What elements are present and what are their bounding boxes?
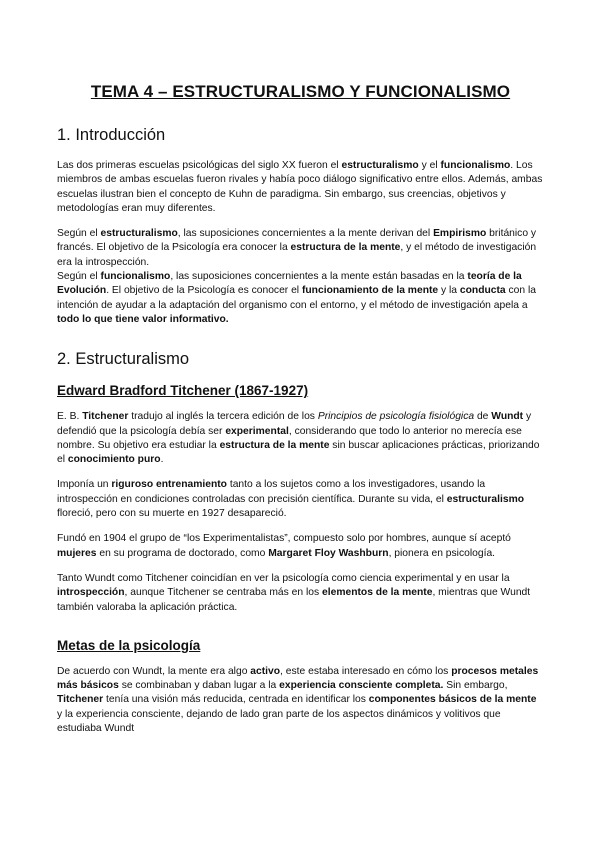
text-run: , pionera en psicología. <box>388 547 496 559</box>
document-title: TEMA 4 – ESTRUCTURALISMO Y FUNCIONALISMO <box>90 82 511 101</box>
text-run: tradujo al inglés la tercera edición de los <box>128 411 318 423</box>
bold-term: Titchener <box>57 694 104 706</box>
text-run: E. B. <box>57 411 83 423</box>
paragraph-titchener-2 <box>57 478 544 521</box>
paragraph-intro-1 <box>57 159 544 216</box>
bold-term: funcionamiento de la mente <box>301 285 439 297</box>
bold-term: mujeres <box>57 547 97 559</box>
text-run: Según el <box>57 271 101 283</box>
section-heading-estructuralismo: 2. Estructuralismo <box>57 350 190 369</box>
text-run: tenía una visión más reducida, centrada en identificar los <box>103 694 369 706</box>
text-run: y el <box>418 160 441 171</box>
section-heading-introduccion: 1. Introducción <box>57 126 166 144</box>
text-run: De acuerdo con Wundt, la mente era algo <box>57 665 251 677</box>
paragraph-intro-3 <box>57 270 544 327</box>
text-run: con la intención de ayudar a la adaptación del organismo con el entorno, y el método de investigación apela a <box>57 285 537 311</box>
bold-term: estructuralismo <box>100 228 178 240</box>
text-run: . El objetivo de la Psicología es conocer el <box>106 285 302 297</box>
text-run: , aunque Titchener se centraba más en los <box>124 587 322 599</box>
paragraph-titchener-3 <box>57 532 544 561</box>
text-run: Tanto Wundt como Titchener coincidían en ver la psicología como ciencia experimental y en usar la <box>57 572 510 584</box>
text-run: Fundó en 1904 el grupo de “los Experimentalistas”, compuesto solo por hombres, aunque sí aceptó <box>57 533 511 545</box>
subheading-titchener: Edward Bradford Titchener (1867-1927) <box>57 383 309 399</box>
text-run: británico y francés. El objetivo de la Psicología era conocer la <box>57 228 537 254</box>
text-run: , mientras que Wundt también valoraba la aplicación práctica. <box>57 587 531 613</box>
text-run: , las suposiciones concernientes a la mente están basadas en la <box>170 271 468 283</box>
bold-term: Wundt <box>491 411 524 423</box>
text-run: . <box>160 454 164 466</box>
paragraph-titchener-1 <box>57 410 544 467</box>
text-run: y defendió que la psicología debía ser <box>57 411 532 437</box>
bold-term: funcionalismo <box>440 160 511 171</box>
subheading-metas: Metas de la psicología <box>57 637 201 653</box>
bold-term: Empirismo <box>433 228 487 240</box>
bold-term: conocimiento puro <box>67 454 161 466</box>
text-run: en su programa de doctorado, como <box>96 547 269 559</box>
text-run: , las suposiciones concernientes a la mente derivan del <box>177 228 434 240</box>
text-run: Sin embargo, <box>443 680 508 692</box>
bold-term: estructura de la mente <box>219 439 330 451</box>
bold-term: todo lo que tiene valor informativo. <box>57 313 229 325</box>
bold-term: procesos metales más básicos <box>57 665 539 692</box>
bold-term: estructura de la mente <box>290 242 401 254</box>
paragraph-intro-2 <box>57 227 544 270</box>
bold-term: activo <box>250 665 281 677</box>
bold-term: experiencia consciente completa. <box>279 680 444 692</box>
bold-term: estructuralismo <box>341 160 419 171</box>
text-run: se combinaban y daban lugar a la <box>118 680 280 692</box>
text-run: tanto a los sujetos como a los investigadores, usando la introspección en condiciones controladas con precisión científica. Durante su vida, el <box>57 479 486 505</box>
bold-term: estructuralismo <box>446 493 525 505</box>
bold-term: teoría de la Evolución <box>57 271 522 297</box>
text-run: Según el <box>57 228 101 240</box>
bold-term: elementos de la mente <box>322 587 433 599</box>
bold-term: componentes básicos de la mente <box>368 694 537 706</box>
text-run: . Los miembros de ambas escuelas fueron rivales y había poco diálogo significativo entre ellos. Además, ambas escuelas ilustran bien el concepto de Kuhn de paradigma. Sin embargo, sus creencias, objetivos y metodologías eran muy diferentes. <box>57 160 543 214</box>
bold-term: Margaret Floy Washburn <box>268 547 389 559</box>
text-run: Imponía un <box>57 479 112 491</box>
bold-term: funcionalismo <box>100 271 171 283</box>
bold-term: Titchener <box>82 411 129 423</box>
paragraph-titchener-4 <box>57 572 544 615</box>
paragraph-metas-1 <box>57 665 544 736</box>
text-run: , y el método de investigación era la introspección. <box>57 242 537 268</box>
text-run: floreció, pero con su muerte en 1927 desapareció. <box>57 508 287 520</box>
text-run: Las dos primeras escuelas psicológicas del siglo XX fueron el <box>57 160 342 171</box>
text-run: , este estaba interesado en cómo los <box>280 665 452 677</box>
text-run: , considerando que todo lo anterior no merecía ese nombre. Su objetivo era estudiar la <box>57 425 522 451</box>
bold-term: conducta <box>459 285 506 297</box>
text-run: y la experiencia consciente, dejando de lado gran parte de los aspectos dinámicos y volitivos que estudiaba Wundt <box>57 708 501 735</box>
bold-term: introspección <box>57 587 125 599</box>
text-run: y la <box>438 285 460 297</box>
bold-term: riguroso entrenamiento <box>111 479 227 491</box>
italic-title: Principios de psicología fisiológica <box>317 411 475 423</box>
bold-term: experimental <box>225 425 289 437</box>
text-run: sin buscar aplicaciones prácticas, priorizando el <box>57 439 540 466</box>
text-run: de <box>474 411 492 423</box>
